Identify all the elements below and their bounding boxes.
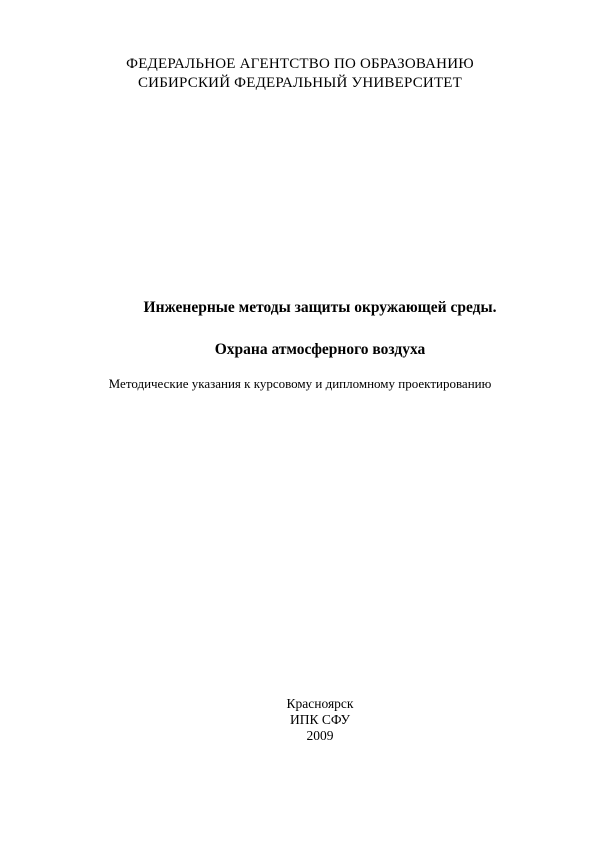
university-name: СИБИРСКИЙ ФЕДЕРАЛЬНЫЙ УНИВЕРСИТЕТ [137,75,463,91]
imprint-city: Красноярск [286,696,354,711]
imprint-year: 2009 [306,728,334,743]
publication-imprint [0,696,600,744]
imprint-publisher: ИПК СФУ [289,712,351,727]
document-subtitle: Охрана атмосферного воздуха [214,341,426,358]
institution-header [0,55,600,93]
document-title: Инженерные методы защиты окружающей среды. [143,299,497,316]
agency-name: ФЕДЕРАЛЬНОЕ АГЕНТСТВО ПО ОБРАЗОВАНИЮ [126,56,474,72]
document-description: Методические указания к курсовому и дипломному проектированию [108,376,492,391]
